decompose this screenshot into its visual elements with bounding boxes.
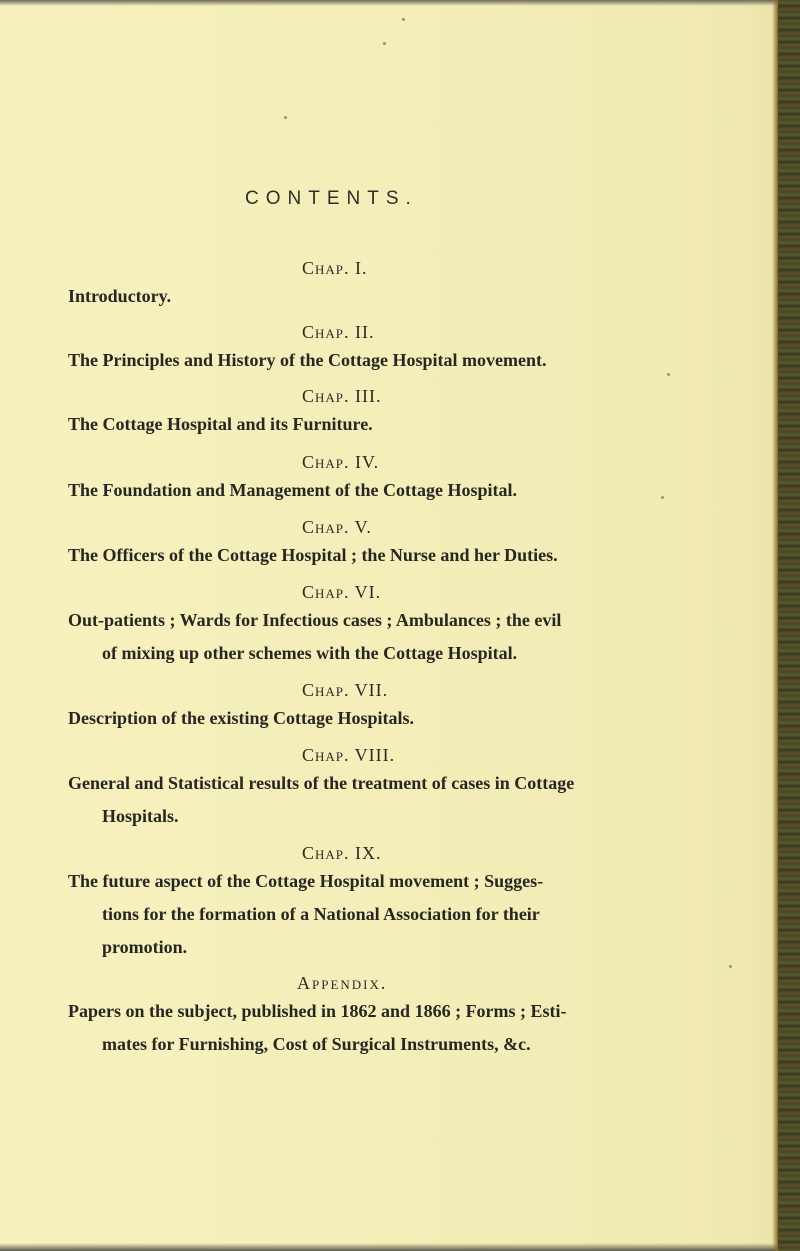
chapter-title: [68, 702, 648, 735]
chapter-line: mates for Furnishing, Cost of Surgical Instruments, &c.: [102, 1034, 531, 1054]
chapter-label: Chap. III.: [302, 386, 382, 406]
chapter-label: Chap. VIII.: [302, 745, 396, 765]
chapter-line: Description of the existing Cottage Hospitals.: [68, 708, 414, 728]
chapter-title: [68, 408, 648, 441]
chapter-line: The future aspect of the Cottage Hospital movement ; Sugges-: [68, 871, 544, 891]
chapter-title: [68, 539, 648, 572]
chapter-line: tions for the formation of a National Association for their: [102, 904, 540, 924]
appendix-title: [68, 995, 648, 1061]
chapter-line: promotion.: [102, 937, 188, 957]
chapter-line: The Cottage Hospital and its Furniture.: [68, 414, 373, 434]
chapter-label: Chap. V.: [302, 517, 372, 537]
chapter-label: Chap. II.: [302, 322, 375, 342]
chapter-label: Chap. IX.: [302, 843, 382, 863]
chapter-label: Chap. IV.: [302, 452, 380, 472]
chapter-label: Chap. I.: [302, 258, 368, 278]
chapter-label: Chap. VI.: [302, 582, 382, 602]
chapter-line: Introductory.: [68, 286, 172, 306]
chapter-title: [68, 280, 648, 313]
chapter-title: [68, 474, 648, 507]
page-title: CONTENTS.: [245, 188, 418, 209]
chapter-title: [68, 767, 648, 833]
chapter-title: [68, 865, 648, 964]
chapter-line: Papers on the subject, published in 1862 and 1866 ; Forms ; Esti-: [68, 1001, 567, 1021]
chapter-line: Out-patients ; Wards for Infectious cases ; Ambulances ; the evil: [68, 610, 562, 630]
chapter-line: of mixing up other schemes with the Cottage Hospital.: [102, 643, 518, 663]
chapter-label: Chap. VII.: [302, 680, 389, 700]
chapter-title: [68, 604, 648, 670]
chapter-title: [68, 344, 648, 377]
chapter-line: The Officers of the Cottage Hospital ; the Nurse and her Duties.: [68, 545, 558, 565]
chapter-line: General and Statistical results of the treatment of cases in Cottage: [68, 773, 575, 793]
chapter-line: The Foundation and Management of the Cottage Hospital.: [68, 480, 518, 500]
chapter-line: Hospitals.: [102, 806, 179, 826]
appendix-label: Appendix.: [297, 973, 388, 993]
chapter-line: The Principles and History of the Cottage Hospital movement.: [68, 350, 547, 370]
